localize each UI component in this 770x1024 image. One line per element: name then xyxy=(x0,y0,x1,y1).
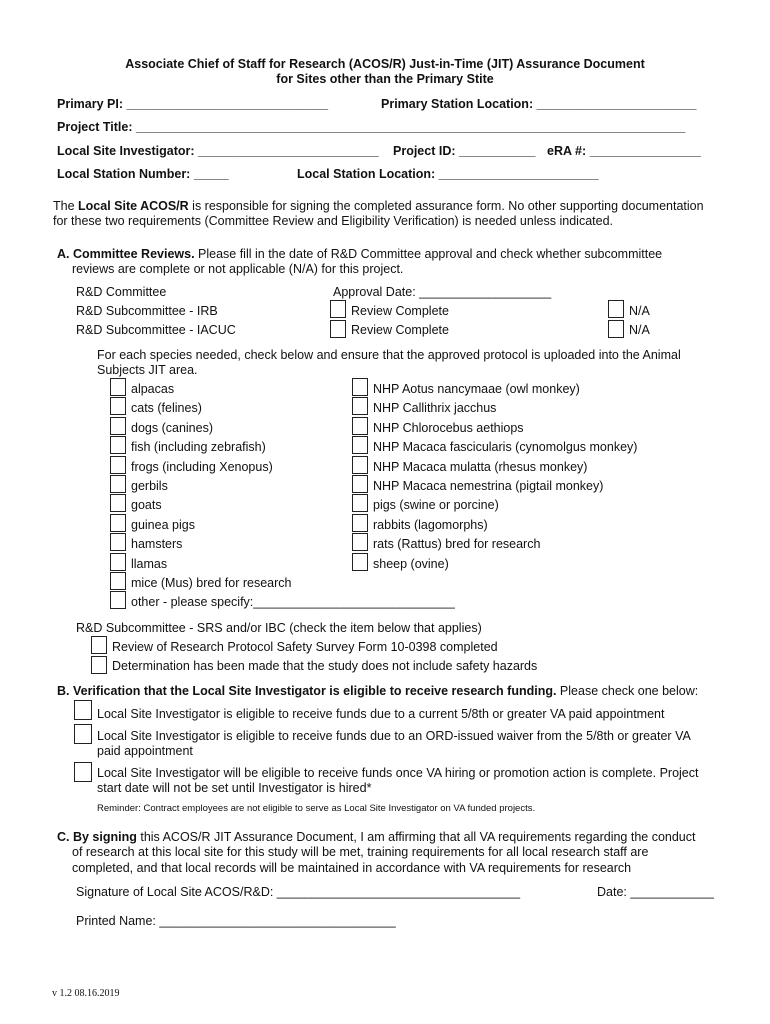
section-a-line2: reviews are complete or not applicable (N/A) for this project. xyxy=(72,262,404,276)
primary-station-location-field[interactable]: Primary Station Location: _______________________ xyxy=(381,97,697,111)
species-right-item-label: rats (Rattus) bred for research xyxy=(373,537,541,552)
species-left-item-label: llamas xyxy=(131,556,168,571)
section-b-option3-checkbox[interactable] xyxy=(74,762,92,782)
species-right-item-checkbox[interactable] xyxy=(352,436,368,454)
species-left-item-label: mice (Mus) bred for research xyxy=(131,576,292,590)
srs-option2-label: Determination has been made that the study does not include safety hazards xyxy=(112,659,538,673)
species-left-item-checkbox[interactable] xyxy=(110,417,126,435)
printed-name-field[interactable]: Printed Name: __________________________________ xyxy=(76,914,396,928)
srs-label: R&D Subcommittee - SRS and/or IBC (check the item below that applies) xyxy=(76,621,482,635)
section-b-option3-label1: Local Site Investigator will be eligible to receive funds once VA hiring or promotion action is complete. Project xyxy=(97,766,699,780)
irb-review-complete-label: Review Complete xyxy=(351,304,449,318)
srs-option1-label: Review of Research Protocol Safety Survey Form 10-0398 completed xyxy=(112,640,498,654)
section-b-option3-label2: start date will not be set until Investigator is hired* xyxy=(97,781,372,795)
date-field[interactable]: Date: ____________ xyxy=(597,885,714,899)
irb-na-label: N/A xyxy=(629,304,650,318)
species-left-item-checkbox[interactable] xyxy=(110,494,126,512)
species-left-item-label: frogs (including Xenopus) xyxy=(131,459,273,474)
rd-committee-label: R&D Committee xyxy=(76,285,167,299)
document-title-line1: Associate Chief of Staff for Research (ACOS/R) Just-in-Time (JIT) Assurance Document xyxy=(125,57,645,71)
irb-review-complete-checkbox[interactable] xyxy=(330,300,346,318)
section-c-line2: of research at this local site for this study will be met, training requirements for all local research staff are xyxy=(72,845,649,859)
species-right-item-checkbox[interactable] xyxy=(352,553,368,571)
section-b-option1-checkbox[interactable] xyxy=(74,700,92,720)
species-left-item-label: other - please specify:_____________________________ xyxy=(131,595,455,610)
species-right-item-checkbox[interactable] xyxy=(352,397,368,415)
species-intro-line1: For each species needed, check below and ensure that the approved protocol is uploaded into the Animal xyxy=(97,348,681,362)
species-left-item-checkbox[interactable] xyxy=(110,553,126,571)
local-station-number-field[interactable]: Local Station Number: _____ xyxy=(57,167,229,181)
era-field[interactable]: eRA #: ________________ xyxy=(547,144,701,158)
project-title-field[interactable]: Project Title: _______________________________________________________________________________ xyxy=(57,120,686,134)
species-left-item-label: goats xyxy=(131,498,162,513)
section-b-heading: B. Verification that the Local Site Investigator is eligible to receive research funding. Please check one below: xyxy=(57,684,699,698)
section-c-line3: completed, and that local records will be maintained in accordance with VA requirements for research xyxy=(72,861,632,875)
primary-pi-field[interactable]: Primary PI: _____________________________ xyxy=(57,97,329,111)
species-right-item-label: pigs (swine or porcine) xyxy=(373,498,499,513)
species-right-item-label: NHP Aotus nancymaae (owl monkey) xyxy=(373,382,580,396)
srs-option1-checkbox[interactable] xyxy=(91,636,107,654)
iacuc-review-complete-checkbox[interactable] xyxy=(330,320,346,338)
intro-line2: for these two requirements (Committee Review and Eligibility Verification) is needed unless indicated. xyxy=(53,214,613,228)
species-right-item-checkbox[interactable] xyxy=(352,378,368,396)
iacuc-review-complete-label: Review Complete xyxy=(351,323,449,337)
species-right-item-checkbox[interactable] xyxy=(352,514,368,532)
species-left-item-label: dogs (canines) xyxy=(131,420,213,435)
section-a-line1: A. Committee Reviews. Please fill in the date of R&D Committee approval and check whether subcommittee xyxy=(57,247,663,261)
local-site-investigator-field[interactable]: Local Site Investigator: __________________________ xyxy=(57,144,379,158)
signature-field[interactable]: Signature of Local Site ACOS/R&D: ___________________________________ xyxy=(76,885,521,899)
species-right-item-checkbox[interactable] xyxy=(352,533,368,551)
species-left-item-label: alpacas xyxy=(131,382,175,396)
irb-na-checkbox[interactable] xyxy=(608,300,624,318)
species-right-item-label: NHP Macaca nemestrina (pigtail monkey) xyxy=(373,479,604,493)
species-left-item-label: fish (including zebrafish) xyxy=(131,440,266,455)
species-right-item-label: NHP Callithrix jacchus xyxy=(373,401,497,416)
section-b-reminder: Reminder: Contract employees are not eligible to serve as Local Site Investigator on VA funded projects. xyxy=(97,803,536,814)
species-right-item-checkbox[interactable] xyxy=(352,417,368,435)
section-b-option2-checkbox[interactable] xyxy=(74,724,92,744)
species-left-item-checkbox[interactable] xyxy=(110,436,126,454)
species-left-item-checkbox[interactable] xyxy=(110,397,126,415)
document-title-line2: for Sites other than the Primary Stite xyxy=(276,72,494,86)
species-left-item-checkbox[interactable] xyxy=(110,378,126,396)
section-b-option2-label1: Local Site Investigator is eligible to receive funds due to an ORD-issued waiver from the 5/8th or greater VA xyxy=(97,729,691,743)
irb-label: R&D Subcommittee - IRB xyxy=(76,304,218,318)
species-intro-line2: Subjects JIT area. xyxy=(97,363,198,377)
iacuc-na-label: N/A xyxy=(629,323,650,337)
project-id-field[interactable]: Project ID: ___________ xyxy=(393,144,536,158)
species-right-item-label: rabbits (lagomorphs) xyxy=(373,517,488,532)
species-right-item-checkbox[interactable] xyxy=(352,494,368,512)
species-left-item-label: gerbils xyxy=(131,479,168,493)
species-left-item-checkbox[interactable] xyxy=(110,591,126,609)
species-left-item-label: cats (felines) xyxy=(131,401,202,416)
section-b-option2-label2: paid appointment xyxy=(97,744,193,758)
species-right-item-label: NHP Macaca fascicularis (cynomolgus monkey) xyxy=(373,440,638,455)
local-station-location-field[interactable]: Local Station Location: _______________________ xyxy=(297,167,599,181)
species-left-item-checkbox[interactable] xyxy=(110,514,126,532)
approval-date-field[interactable]: Approval Date: ___________________ xyxy=(333,285,552,299)
species-right-item-checkbox[interactable] xyxy=(352,475,368,493)
srs-option2-checkbox[interactable] xyxy=(91,656,107,674)
section-c-line1: C. By signing this ACOS/R JIT Assurance Document, I am affirming that all VA requirements regarding the conduct xyxy=(57,830,696,844)
species-left-item-label: guinea pigs xyxy=(131,517,195,532)
version-label: v 1.2 08.16.2019 xyxy=(52,988,120,999)
intro-line1: The Local Site ACOS/R is responsible for signing the completed assurance form. No other supporting documentation xyxy=(53,199,704,213)
section-b-option1-label: Local Site Investigator is eligible to receive funds due to a current 5/8th or greater VA paid appointment xyxy=(97,707,665,721)
species-left-item-checkbox[interactable] xyxy=(110,533,126,551)
species-right-item-checkbox[interactable] xyxy=(352,456,368,474)
species-left-item-label: hamsters xyxy=(131,537,183,552)
species-left-item-checkbox[interactable] xyxy=(110,456,126,474)
species-right-item-label: NHP Chlorocebus aethiops xyxy=(373,420,524,435)
species-left-item-checkbox[interactable] xyxy=(110,572,126,590)
species-right-item-label: NHP Macaca mulatta (rhesus monkey) xyxy=(373,459,588,474)
species-right-item-label: sheep (ovine) xyxy=(373,556,449,571)
species-left-item-checkbox[interactable] xyxy=(110,475,126,493)
iacuc-label: R&D Subcommittee - IACUC xyxy=(76,323,236,337)
iacuc-na-checkbox[interactable] xyxy=(608,320,624,338)
